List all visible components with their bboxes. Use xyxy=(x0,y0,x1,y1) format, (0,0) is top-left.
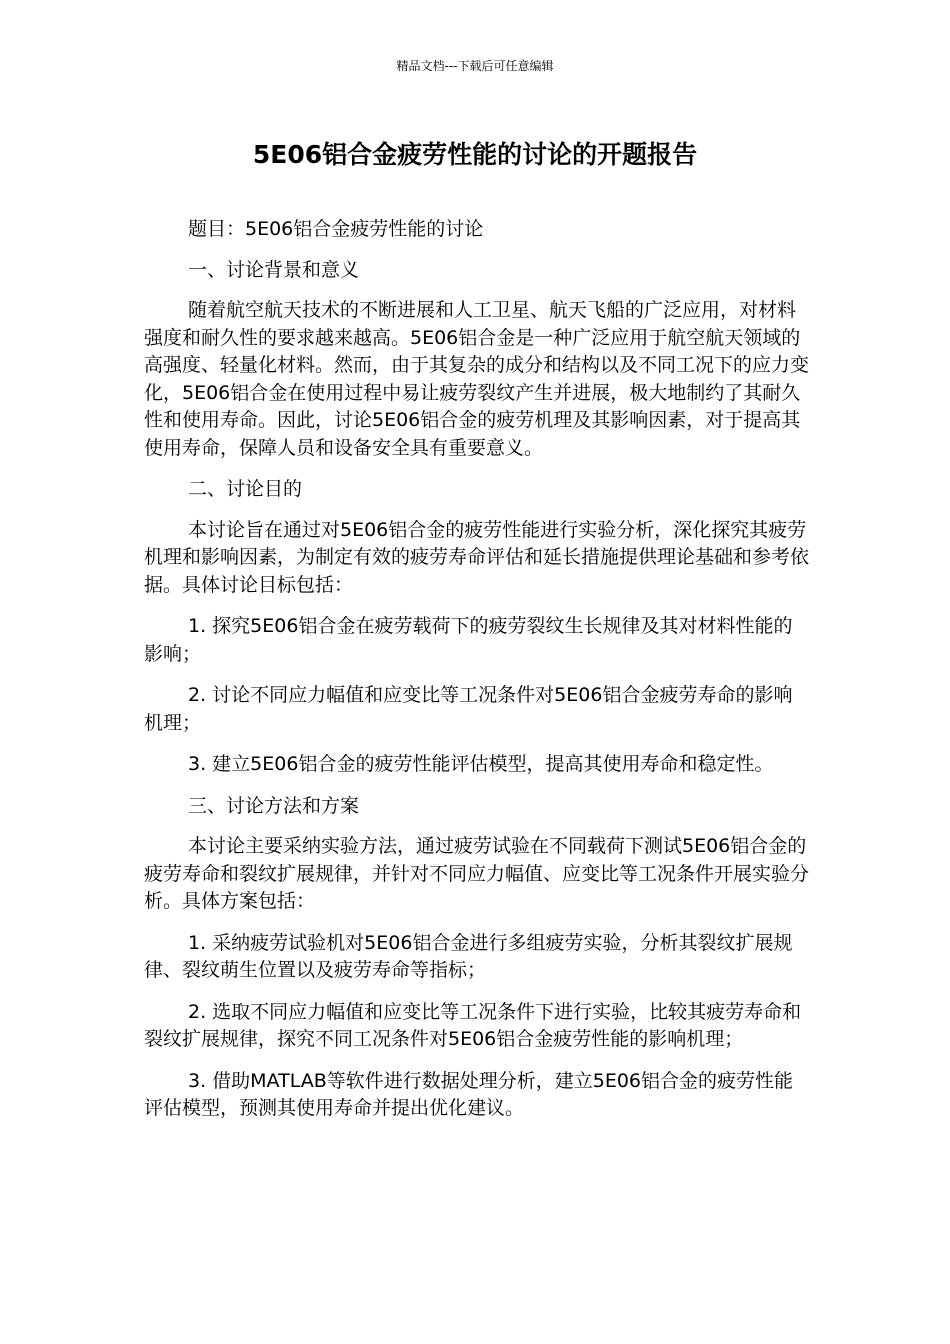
section-heading-purpose: 二、讨论目的 xyxy=(188,478,303,500)
section-heading-background: 一、讨论背景和意义 xyxy=(188,258,360,281)
paragraph-background: 随着航空航天技术的不断进展和人工卫星、航天飞船的广泛应用，对材料强度和耐久性的要求越来越高。5E06铝合金是一种广泛应用于航空航天领域的高强度、轻量化材料。然而，由于其复杂的成分和结构以及不同工况下的应力变化，5E06铝合金在使用过程中易让疲劳裂纹产生并进展，极大地制约了其耐久性和使用寿命。因此，讨论5E06铝合金的疲劳机理及其影响因素，对于提高其使用寿命，保障人员和设备安全具有重要意义。 xyxy=(144,299,810,459)
document-title: 5E06铝合金疲劳性能的讨论的开题报告 xyxy=(252,140,698,169)
document-body xyxy=(144,216,810,1137)
method-item-1: 1. 采纳疲劳试验机对5E06铝合金进行多组疲劳实验，分析其裂纹扩展规律、裂纹萌生位置以及疲劳寿命等指标； xyxy=(144,931,793,981)
section-heading-method: 三、讨论方法和方案 xyxy=(188,794,360,817)
purpose-item-2: 2. 讨论不同应力幅值和应变比等工况条件对5E06铝合金疲劳寿命的影响机理； xyxy=(144,684,793,734)
paragraph-method: 本讨论主要采纳实验方法，通过疲劳试验在不同载荷下测试5E06铝合金的疲劳寿命和裂纹扩展规律，并针对不同应力幅值、应变比等工况条件开展实验分析。具体方案包括： xyxy=(144,835,810,912)
method-item-3: 3. 借助MATLAB等软件进行数据处理分析，建立5E06铝合金的疲劳性能评估模型，预测其使用寿命并提出优化建议。 xyxy=(144,1069,794,1119)
topic-line: 题目：5E06铝合金疲劳性能的讨论 xyxy=(188,218,484,240)
paragraph-purpose: 本讨论旨在通过对5E06铝合金的疲劳性能进行实验分析，深化探究其疲劳机理和影响因素，为制定有效的疲劳寿命评估和延长措施提供理论基础和参考依据。具体讨论目标包括： xyxy=(144,518,810,596)
method-item-2: 2. 选取不同应力幅值和应变比等工况条件下进行实验，比较其疲劳寿命和裂纹扩展规律，探究不同工况条件对5E06铝合金疲劳性能的影响机理； xyxy=(144,1000,802,1050)
header-note: 精品文档---下载后可任意编辑 xyxy=(396,59,554,73)
purpose-item-3: 3. 建立5E06铝合金的疲劳性能评估模型，提高其使用寿命和稳定性。 xyxy=(188,753,774,775)
purpose-item-1: 1. 探究5E06铝合金在疲劳载荷下的疲劳裂纹生长规律及其对材料性能的影响； xyxy=(144,615,793,665)
